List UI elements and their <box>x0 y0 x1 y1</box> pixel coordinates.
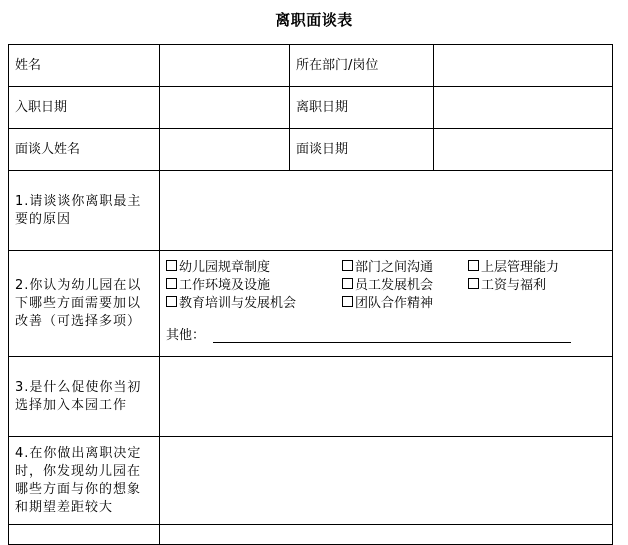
interview-date-label: 面谈日期 <box>290 129 434 171</box>
q3-label: 3.是什么促使你当初选择加入本园工作 <box>9 357 160 437</box>
checkbox-icon[interactable] <box>468 260 479 271</box>
name-label: 姓名 <box>9 45 160 87</box>
continued-cell-right <box>160 525 613 545</box>
option-label: 团队合作精神 <box>355 296 434 311</box>
interviewer-label: 面谈人姓名 <box>9 129 160 171</box>
improvement-options <box>166 259 606 345</box>
q2-label: 2.你认为幼儿园在以下哪些方面需要加以改善（可选择多项） <box>9 251 160 357</box>
interviewer-field[interactable] <box>160 129 290 171</box>
row-interviewer <box>9 129 613 171</box>
other-line <box>166 327 606 345</box>
option-label: 部门之间沟通 <box>355 260 434 275</box>
join-date-field[interactable] <box>160 87 290 129</box>
other-input-line[interactable] <box>213 342 571 343</box>
leave-date-field[interactable] <box>434 87 613 129</box>
option-label: 幼儿园规章制度 <box>179 260 271 275</box>
row-q3 <box>9 357 613 437</box>
option-label: 教育培训与发展机会 <box>179 296 297 311</box>
option-label: 上层管理能力 <box>481 260 560 275</box>
option-label: 工作环境及设施 <box>179 278 271 293</box>
continued-cell-left <box>9 525 160 545</box>
dept-label: 所在部门/岗位 <box>290 45 434 87</box>
option-checkbox-item[interactable] <box>468 259 606 277</box>
other-label: 其他： <box>166 328 206 343</box>
name-field[interactable] <box>160 45 290 87</box>
checkbox-icon[interactable] <box>342 260 353 271</box>
form-title: 离职面谈表 <box>275 11 353 29</box>
q1-answer[interactable] <box>160 171 613 251</box>
option-checkbox-item[interactable] <box>342 259 468 277</box>
exit-interview-form <box>8 44 613 545</box>
q3-answer[interactable] <box>160 357 613 437</box>
interview-date-field[interactable] <box>434 129 613 171</box>
row-q1 <box>9 171 613 251</box>
join-date-label: 入职日期 <box>9 87 160 129</box>
option-checkbox-item[interactable] <box>468 277 606 295</box>
row-continued <box>9 525 613 545</box>
option-checkbox-item[interactable] <box>342 277 468 295</box>
row-dates <box>9 87 613 129</box>
row-name-dept <box>9 45 613 87</box>
option-checkbox-item[interactable] <box>166 259 342 277</box>
row-q4 <box>9 437 613 525</box>
checkbox-icon[interactable] <box>342 296 353 307</box>
q4-answer[interactable] <box>160 437 613 525</box>
option-checkbox-item[interactable] <box>166 277 342 295</box>
option-label: 工资与福利 <box>481 278 547 293</box>
row-q2 <box>9 251 613 357</box>
option-grid <box>166 259 606 313</box>
checkbox-icon[interactable] <box>166 296 177 307</box>
checkbox-icon[interactable] <box>166 278 177 289</box>
q1-label: 1.请谈谈你离职最主要的原因 <box>9 171 160 251</box>
q2-answer <box>160 251 613 357</box>
dept-field[interactable] <box>434 45 613 87</box>
checkbox-icon[interactable] <box>166 260 177 271</box>
checkbox-icon[interactable] <box>468 278 479 289</box>
leave-date-label: 离职日期 <box>290 87 434 129</box>
q4-label: 4.在你做出离职决定时，你发现幼儿园在哪些方面与你的想象和期望差距较大 <box>9 437 160 525</box>
checkbox-icon[interactable] <box>342 278 353 289</box>
option-label: 员工发展机会 <box>355 278 434 293</box>
option-checkbox-item[interactable] <box>342 295 468 313</box>
option-checkbox-item[interactable] <box>166 295 342 313</box>
